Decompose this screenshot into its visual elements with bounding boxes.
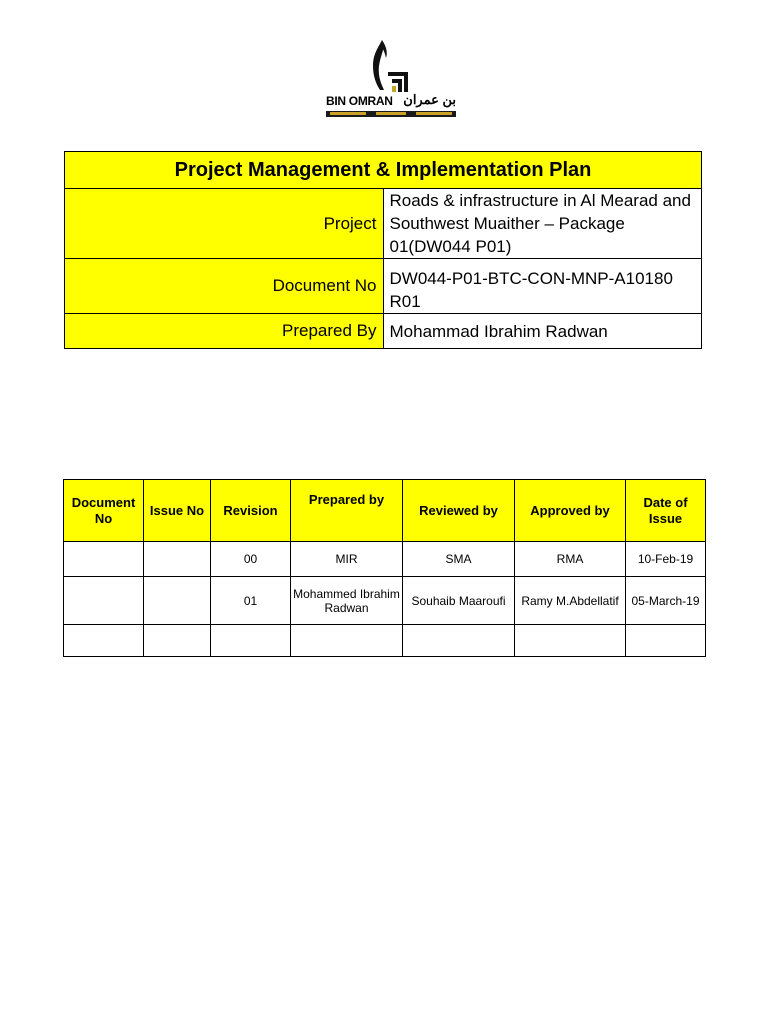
table-row	[64, 625, 706, 657]
header-approved-by: Approved by	[515, 480, 626, 542]
cell-revision: 01	[211, 577, 291, 625]
header-reviewed-by: Reviewed by	[403, 480, 515, 542]
cell-date-of-issue	[626, 625, 706, 657]
table-row	[64, 542, 706, 577]
table-header-row	[64, 480, 706, 542]
cell-approved-by	[515, 625, 626, 657]
logo-name-english: BIN OMRAN	[326, 94, 393, 108]
cell-document-no	[64, 625, 144, 657]
table-row	[64, 577, 706, 625]
cell-document-no	[64, 542, 144, 577]
document-no-label: Document No	[65, 259, 384, 314]
company-logo	[326, 36, 456, 120]
logo-name-arabic: بن عمران	[403, 92, 456, 107]
cell-issue-no	[144, 577, 211, 625]
logo-strip	[326, 111, 456, 117]
prepared-by-label: Prepared By	[65, 314, 384, 349]
document-no-value: DW044-P01-BTC-CON-MNP-A10180 R01	[383, 259, 702, 314]
cell-reviewed-by	[403, 625, 515, 657]
cell-reviewed-by: SMA	[403, 542, 515, 577]
cell-approved-by: Ramy M.Abdellatif	[515, 577, 626, 625]
cell-issue-no	[144, 542, 211, 577]
project-label: Project	[65, 189, 384, 259]
revision-history-table	[63, 479, 706, 657]
cell-prepared-by: Mohammed Ibrahim Radwan	[291, 577, 403, 625]
cell-approved-by: RMA	[515, 542, 626, 577]
document-info-table	[64, 151, 702, 349]
flame-logo-icon	[326, 36, 456, 94]
cell-prepared-by: MIR	[291, 542, 403, 577]
header-revision: Revision	[211, 480, 291, 542]
cell-document-no	[64, 577, 144, 625]
project-value: Roads & infrastructure in Al Mearad and Southwest Muaither – Package 01(DW044 P01)	[383, 189, 702, 259]
document-title: Project Management & Implementation Plan	[65, 152, 702, 189]
cell-date-of-issue: 05-March-19	[626, 577, 706, 625]
cell-revision: 00	[211, 542, 291, 577]
cell-issue-no	[144, 625, 211, 657]
cell-date-of-issue: 10-Feb-19	[626, 542, 706, 577]
cell-prepared-by	[291, 625, 403, 657]
header-date-of-issue: Date of Issue	[626, 480, 706, 542]
header-issue-no: Issue No	[144, 480, 211, 542]
cell-reviewed-by: Souhaib Maaroufi	[403, 577, 515, 625]
cell-revision	[211, 625, 291, 657]
header-document-no: Document No	[64, 480, 144, 542]
prepared-by-value: Mohammad Ibrahim Radwan	[383, 314, 702, 349]
header-prepared-by: Prepared by	[291, 480, 403, 542]
